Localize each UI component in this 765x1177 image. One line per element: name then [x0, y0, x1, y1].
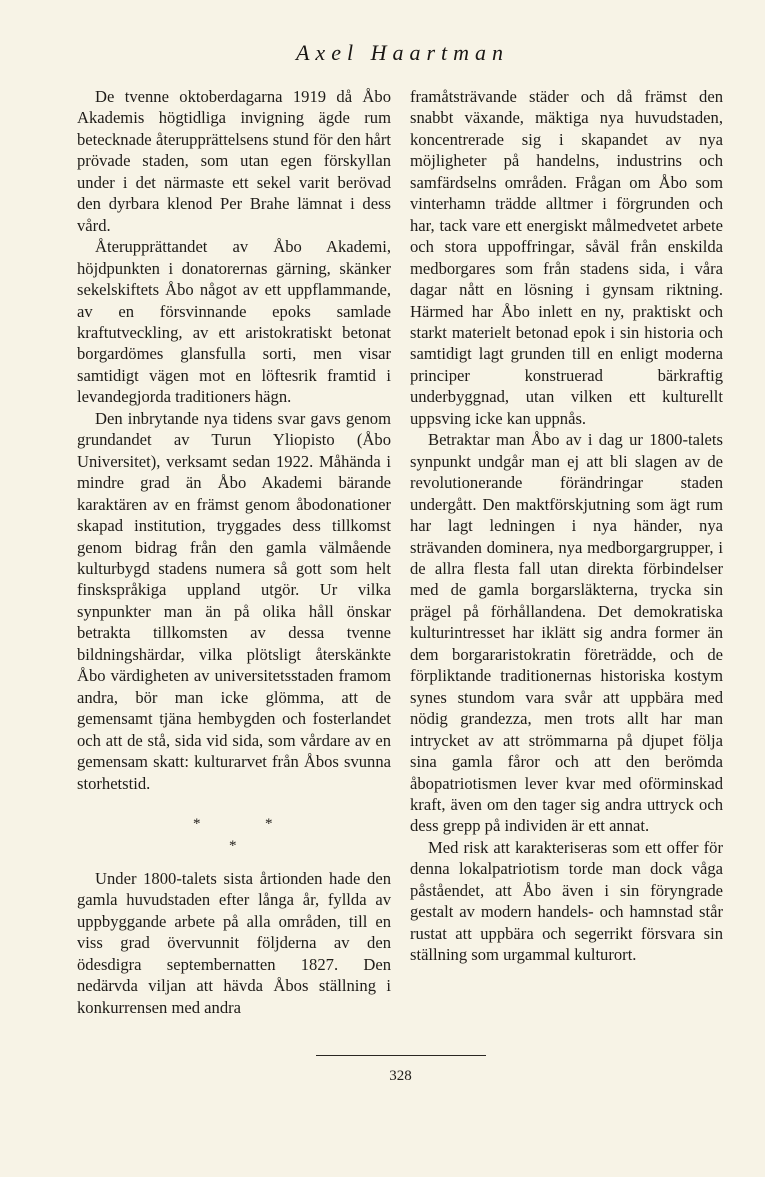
footer-rule [316, 1055, 486, 1056]
paragraph: Under 1800-talets sista årtionden hade den gamla huvudstaden efter långa år, fyllda av uppbyggande arbete på alla områden, till en viss grad övervunnit följderna av den ödesdigra septembernatten 1827. Den nedärvda viljan att hävda Åbos ställning i konkurrensen med andra [77, 868, 391, 1017]
running-header-author: Axel Haartman [295, 40, 510, 65]
page-number: 328 [389, 1068, 412, 1084]
asterisk: * [265, 815, 273, 832]
paragraph: framåtsträvande städer och då främst den snabbt växande, mäktiga nya huvudstaden, koncentrerade sig i skapandet av nya möjligheter på handelns, industrins och samfärdselns områden. Frågan om Åbo som vinterhamn trädde alltmer i förgrunden och har, tack vare ett energiskt målmedvetet arbete och stora uppoffringar, såväl från enskilda medborgares som från stadens sida, i våra dagar nått en lösning i gynsam riktning. Härmed har Åbo inlett en ny, praktiskt och starkt materielt betonad epok i sin historia och samtidigt lagt grunden till en enligt moderna principer konstruerad bärkraftig underbyggnad, utan vilken ett kulturellt uppsving icke kan uppnås. [410, 87, 723, 428]
paragraph: Återupprättandet av Åbo Akademi, höjdpunkten i donatorernas gärning, skänker sekelskiftets Åbo något av ett uppflammande, av en försvinnande epoks samlade kraftutveckling, av ett aristokratiskt betonat borgardömes glansfulla sorti, men visar samtidigt vägen mot en löftesrik framtid i levandegjorda traditioners hägn. [77, 237, 391, 407]
paragraph: Den inbrytande nya tidens svar gavs genom grundandet av Turun Yliopisto (Åbo Universitet), verksamt sedan 1922. Måhända i mindre grad än Åbo Akademi bärande karaktären av en främst genom åbodonationer skapad institution, tryggades dess tillkomst genom bidrag från den gamla välmående kulturbygd stadens numera så gott som helt finskspråkiga uppland utgör. Ur vilka synpunkter man än på olika håll önskar betrakta tillkomsten av dessa tvenne bildningshärdar, vilka plötsligt återskänkte Åbo värdigheten av universitetsstaden framom andra, bör man icke glömma, att de gemensamt tjäna hembygden och fosterlandet och att de stå, sida vid sida, som vårdare av en gemensam skatt: kulturarvet från Åbos svunna storhetstid. [77, 408, 391, 793]
asterisk: * [229, 837, 237, 854]
asterisk: * [193, 815, 201, 832]
paragraph: Betraktar man Åbo av i dag ur 1800-talets synpunkt undgår man ej att bli slagen av de revolutionerande förändringar staden undergått. Den maktförskjutning som ägt rum har lagt ledningen i nya händer, nya strävanden dominera, nya medborgargrupper, i de allra flesta fall utan direkta förbindelser med de gamla borgarsläkterna, trycka sin prägel på förhållandena. Det demokratiska kulturintresset har iklätt sig andra former än dem borgararistokratin företrädde, och de förpliktande traditionernas historiska kostym synes stundom vara svår att uppbära med nödig grandezza, men trots allt har man intrycket av att strömmarna på djupet följa sina gamla fåror och att den berömda åbopatriotismen lever kvar med oförminskad kraft, även om den tager sig andra uttryck och dess grepp på individen är ett annat. [410, 430, 723, 836]
section-break-asterism [77, 794, 391, 868]
right-column [410, 86, 723, 966]
left-column [77, 86, 391, 1018]
paragraph: De tvenne oktoberdagarna 1919 då Åbo Akademis högtidliga invigning ägde rum betecknade återupprättelsens stund för den hårt prövade staden, som utan egen förskyllan under i det närmaste ett sekel varit berövad den dyrbara klenod Per Brahe lämnat i dess vård. [77, 87, 391, 235]
paragraph: Med risk att karakteriseras som ett offer för denna lokalpatriotism torde man dock våga påståendet, att Åbo även i sin föryngrade gestalt av modern handels- och hamnstad står rustat att uppbära och segerrikt försvara sin ställning som urgammal kulturort. [410, 837, 723, 965]
